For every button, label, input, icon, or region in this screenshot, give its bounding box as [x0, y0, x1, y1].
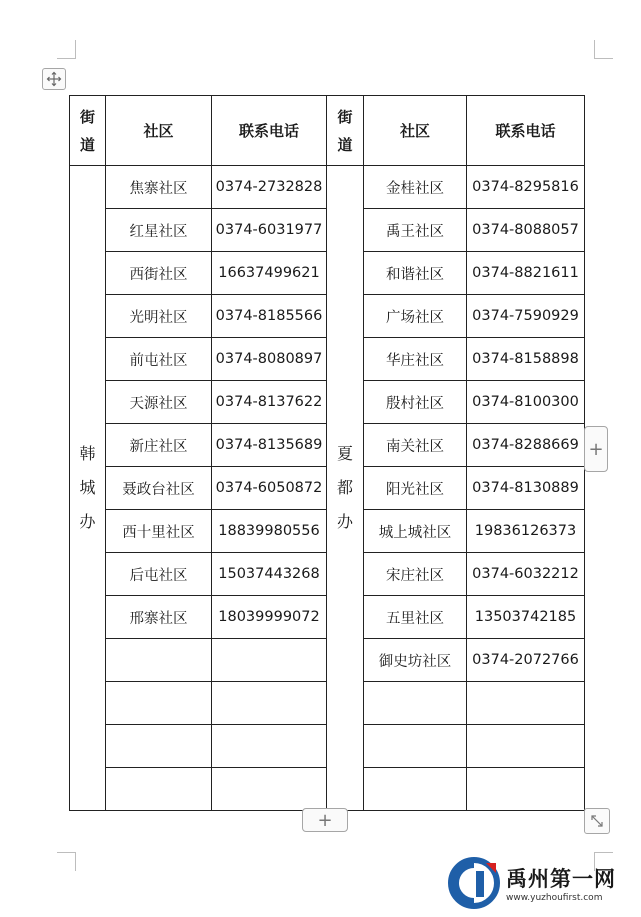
phone-cell[interactable] [212, 639, 327, 682]
header-street-left: 街 道 [70, 96, 106, 166]
table-move-handle[interactable] [42, 68, 66, 90]
page-corner-bottom-left [57, 852, 76, 871]
add-column-button[interactable] [584, 426, 608, 472]
phone-cell[interactable] [467, 768, 585, 811]
phone-cell[interactable]: 13503742185 [467, 596, 585, 639]
community-cell[interactable]: 和谐社区 [364, 252, 467, 295]
phone-cell[interactable] [467, 682, 585, 725]
community-cell[interactable] [106, 768, 212, 811]
community-cell[interactable]: 后屯社区 [106, 553, 212, 596]
phone-cell[interactable]: 0374-7590929 [467, 295, 585, 338]
resize-icon [589, 813, 605, 829]
phone-cell[interactable]: 16637499621 [212, 252, 327, 295]
community-cell[interactable]: 城上城社区 [364, 510, 467, 553]
community-cell[interactable]: 焦寨社区 [106, 166, 212, 209]
community-cell[interactable]: 前屯社区 [106, 338, 212, 381]
community-cell[interactable]: 金桂社区 [364, 166, 467, 209]
phone-cell[interactable]: 0374-6032212 [467, 553, 585, 596]
community-cell[interactable] [106, 682, 212, 725]
phone-cell[interactable]: 0374-8158898 [467, 338, 585, 381]
header-street-right: 街 道 [327, 96, 364, 166]
phone-cell[interactable]: 0374-8130889 [467, 467, 585, 510]
community-cell[interactable]: 御史坊社区 [364, 639, 467, 682]
phone-cell[interactable]: 0374-8185566 [212, 295, 327, 338]
logo-icon [448, 857, 500, 909]
phone-cell[interactable]: 0374-8135689 [212, 424, 327, 467]
phone-cell[interactable]: 0374-8080897 [212, 338, 327, 381]
community-cell[interactable]: 新庄社区 [106, 424, 212, 467]
logo-url: www.yuzhoufirst.com [506, 893, 603, 903]
phone-cell[interactable]: 0374-8137622 [212, 381, 327, 424]
community-cell[interactable]: 邢寨社区 [106, 596, 212, 639]
phone-cell[interactable] [212, 725, 327, 768]
phone-cell[interactable]: 15037443268 [212, 553, 327, 596]
phone-cell[interactable]: 0374-8821611 [467, 252, 585, 295]
phone-cell[interactable]: 0374-8100300 [467, 381, 585, 424]
community-cell[interactable]: 红星社区 [106, 209, 212, 252]
street-cell-left: 韩 城 办 [70, 166, 106, 811]
phone-cell[interactable]: 0374-8088057 [467, 209, 585, 252]
phone-cell[interactable]: 0374-6031977 [212, 209, 327, 252]
table-row [70, 166, 585, 209]
page-corner-top-right [594, 40, 613, 59]
street-cell-right: 夏 都 办 [327, 166, 364, 811]
header-phone-right: 联系电话 [467, 96, 585, 166]
community-cell[interactable]: 阳光社区 [364, 467, 467, 510]
page-corner-top-left [57, 40, 76, 59]
phone-cell[interactable]: 0374-8288669 [467, 424, 585, 467]
community-cell[interactable]: 南关社区 [364, 424, 467, 467]
phone-cell[interactable] [212, 768, 327, 811]
community-contact-table [69, 95, 585, 811]
plus-icon: + [588, 438, 604, 460]
community-cell[interactable] [364, 682, 467, 725]
community-cell[interactable] [106, 725, 212, 768]
phone-cell[interactable]: 19836126373 [467, 510, 585, 553]
community-cell[interactable]: 聂政台社区 [106, 467, 212, 510]
community-cell[interactable]: 光明社区 [106, 295, 212, 338]
move-icon [46, 71, 62, 87]
community-cell[interactable]: 五里社区 [364, 596, 467, 639]
phone-cell[interactable]: 0374-8295816 [467, 166, 585, 209]
community-cell[interactable]: 殷村社区 [364, 381, 467, 424]
community-cell[interactable]: 西街社区 [106, 252, 212, 295]
logo-title: 禹州第一网 [506, 867, 616, 891]
header-row [70, 96, 585, 166]
header-phone-left: 联系电话 [212, 96, 327, 166]
phone-cell[interactable]: 0374-6050872 [212, 467, 327, 510]
phone-cell[interactable] [212, 682, 327, 725]
community-cell[interactable] [364, 725, 467, 768]
table-resize-handle[interactable] [584, 808, 610, 834]
community-cell[interactable] [106, 639, 212, 682]
community-cell[interactable]: 西十里社区 [106, 510, 212, 553]
community-cell[interactable]: 宋庄社区 [364, 553, 467, 596]
community-cell[interactable] [364, 768, 467, 811]
community-cell[interactable]: 广场社区 [364, 295, 467, 338]
community-cell[interactable]: 禹王社区 [364, 209, 467, 252]
community-cell[interactable]: 华庄社区 [364, 338, 467, 381]
add-row-button[interactable] [302, 808, 348, 832]
community-cell[interactable]: 天源社区 [106, 381, 212, 424]
phone-cell[interactable] [467, 725, 585, 768]
phone-cell[interactable]: 0374-2072766 [467, 639, 585, 682]
phone-cell[interactable]: 0374-2732828 [212, 166, 327, 209]
header-community-left: 社区 [106, 96, 212, 166]
header-community-right: 社区 [364, 96, 467, 166]
plus-icon: + [317, 809, 333, 831]
site-watermark-logo [448, 855, 634, 911]
phone-cell[interactable]: 18839980556 [212, 510, 327, 553]
phone-cell[interactable]: 18039999072 [212, 596, 327, 639]
